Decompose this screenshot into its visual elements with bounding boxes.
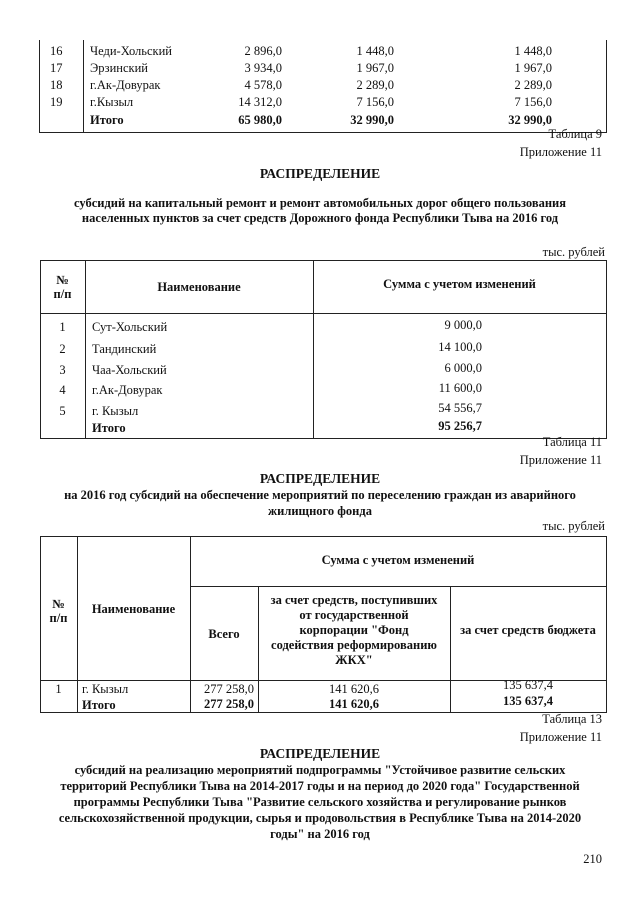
column-header-fund-line: корпорации "Фонд <box>299 623 409 637</box>
section-heading: РАСПРЕДЕЛЕНИЕ <box>259 166 381 181</box>
total-value: 277 258,0 <box>204 697 254 711</box>
page-number: 210 <box>583 852 602 866</box>
unit-label: тыс. рублей <box>542 245 605 259</box>
section-subtitle: территорий Республики Тыва на 2014-2017 годы и на период до 2020 года" Государственной <box>60 779 580 793</box>
table-row-value: 14 312,0 <box>238 95 282 109</box>
total-value: 32 990,0 <box>350 113 394 127</box>
table-row-name: Сут-Хольский <box>92 320 168 334</box>
table-row-sum: 6 000,0 <box>444 361 482 375</box>
table-label: Таблица 9 <box>548 127 602 141</box>
table-row-fund: 141 620,6 <box>329 682 379 696</box>
table-row-num: 16 <box>50 44 63 58</box>
table-row-name: Эрзинский <box>90 61 148 75</box>
column-header-fund <box>258 593 450 668</box>
column-header-name: Наименование <box>91 602 176 616</box>
table-row-value: 2 289,0 <box>514 78 552 92</box>
table-row-name: г. Кызыл <box>92 404 139 418</box>
table-row-value: 7 156,0 <box>514 95 552 109</box>
table-row-num: 3 <box>59 363 66 377</box>
total-value: 135 637,4 <box>503 694 553 708</box>
column-header-name: Наименование <box>157 280 241 294</box>
table-row-value: 2 896,0 <box>244 44 282 58</box>
table-row-num: 2 <box>59 342 66 356</box>
total-label: Итого <box>92 421 126 435</box>
section-subtitle: жилищного фонда <box>268 504 372 518</box>
section-subtitle: населенных пунктов за счет средств Дорожного фонда Республики Тыва на 2016 год <box>81 211 559 225</box>
table-row-value: 1 967,0 <box>514 61 552 75</box>
column-header-fund-line: за счет средств, поступивших <box>270 593 438 607</box>
section-heading: РАСПРЕДЕЛЕНИЕ <box>259 746 381 761</box>
column-header-num: п/п <box>53 287 72 301</box>
section-subtitle: сельскохозяйственной продукции, сырья и продовольствия в Республике Тыва на 2014-2020 <box>58 811 582 825</box>
table-label: Таблица 13 <box>542 712 602 726</box>
table-row-value: 3 934,0 <box>244 61 282 75</box>
section-heading: РАСПРЕДЕЛЕНИЕ <box>259 471 381 486</box>
table-row-value: 1 448,0 <box>356 44 394 58</box>
table-row-name: г.Ак-Довурак <box>90 78 161 92</box>
table-row-name: Чаа-Хольский <box>92 363 167 377</box>
table-row-name: Тандинский <box>92 342 157 356</box>
column-header-sum: Сумма с учетом изменений <box>321 553 475 567</box>
table-row-name: г. Кызыл <box>82 682 129 696</box>
table-row-name: Чеди-Хольский <box>90 44 172 58</box>
column-header-fund-line: от государственной <box>299 608 409 622</box>
total-label: Итого <box>90 113 124 127</box>
table-row-name: г.Кызыл <box>90 95 134 109</box>
column-header-fund-line: содействия реформированию <box>271 638 437 652</box>
appendix-label: Приложение 11 <box>519 453 602 467</box>
section-subtitle: субсидий на капитальный ремонт и ремонт автомобильных дорог общего пользования <box>74 196 566 210</box>
table-row-num: 1 <box>59 320 66 334</box>
section-subtitle: годы" на 2016 год <box>270 827 370 841</box>
column-header-budget: за счет средств бюджета <box>460 623 596 637</box>
table-row-num: 5 <box>59 404 66 418</box>
table-row-num: 1 <box>55 682 62 696</box>
table-row-num: 4 <box>59 383 66 397</box>
column-header-num: п/п <box>49 611 68 625</box>
table-row-budget: 135 637,4 <box>503 678 553 692</box>
total-value: 65 980,0 <box>238 113 282 127</box>
total-value: 95 256,7 <box>438 419 482 433</box>
table-row-value: 1 967,0 <box>356 61 394 75</box>
section-subtitle: программы Республики Тыва "Развитие сельского хозяйства и регулирование рынков <box>73 795 567 809</box>
column-header-total: Всего <box>208 627 240 641</box>
table-row-num: 19 <box>50 95 63 109</box>
table-row-sum: 11 600,0 <box>438 381 482 395</box>
table-row-num: 17 <box>50 61 63 75</box>
appendix-label: Приложение 11 <box>519 730 602 744</box>
table-row-sum: 9 000,0 <box>444 318 482 332</box>
table-row-value: 1 448,0 <box>514 44 552 58</box>
total-value: 141 620,6 <box>329 697 379 711</box>
table-row-value: 2 289,0 <box>356 78 394 92</box>
section-subtitle: субсидий на реализацию мероприятий подпрограммы "Устойчивое развитие сельских <box>74 763 566 777</box>
table-label: Таблица 11 <box>542 435 602 449</box>
column-header-num: № <box>52 597 65 611</box>
total-label: Итого <box>82 698 116 712</box>
table-row-value: 4 578,0 <box>244 78 282 92</box>
appendix-label: Приложение 11 <box>519 145 602 159</box>
section-subtitle: на 2016 год субсидий на обеспечение мероприятий по переселению граждан из аварийного <box>64 488 576 502</box>
column-header-num: № <box>56 273 69 287</box>
column-header-fund-line: ЖКХ" <box>335 653 373 667</box>
table-row-num: 18 <box>50 78 63 92</box>
table-row-sum: 14 100,0 <box>438 340 482 354</box>
total-value: 32 990,0 <box>508 113 552 127</box>
table-row-value: 7 156,0 <box>356 95 394 109</box>
unit-label: тыс. рублей <box>542 519 605 533</box>
table-row-total: 277 258,0 <box>204 682 254 696</box>
table-row-sum: 54 556,7 <box>438 401 482 415</box>
column-header-sum: Сумма с учетом изменений <box>383 277 536 291</box>
table-row-name: г.Ак-Довурак <box>92 383 163 397</box>
